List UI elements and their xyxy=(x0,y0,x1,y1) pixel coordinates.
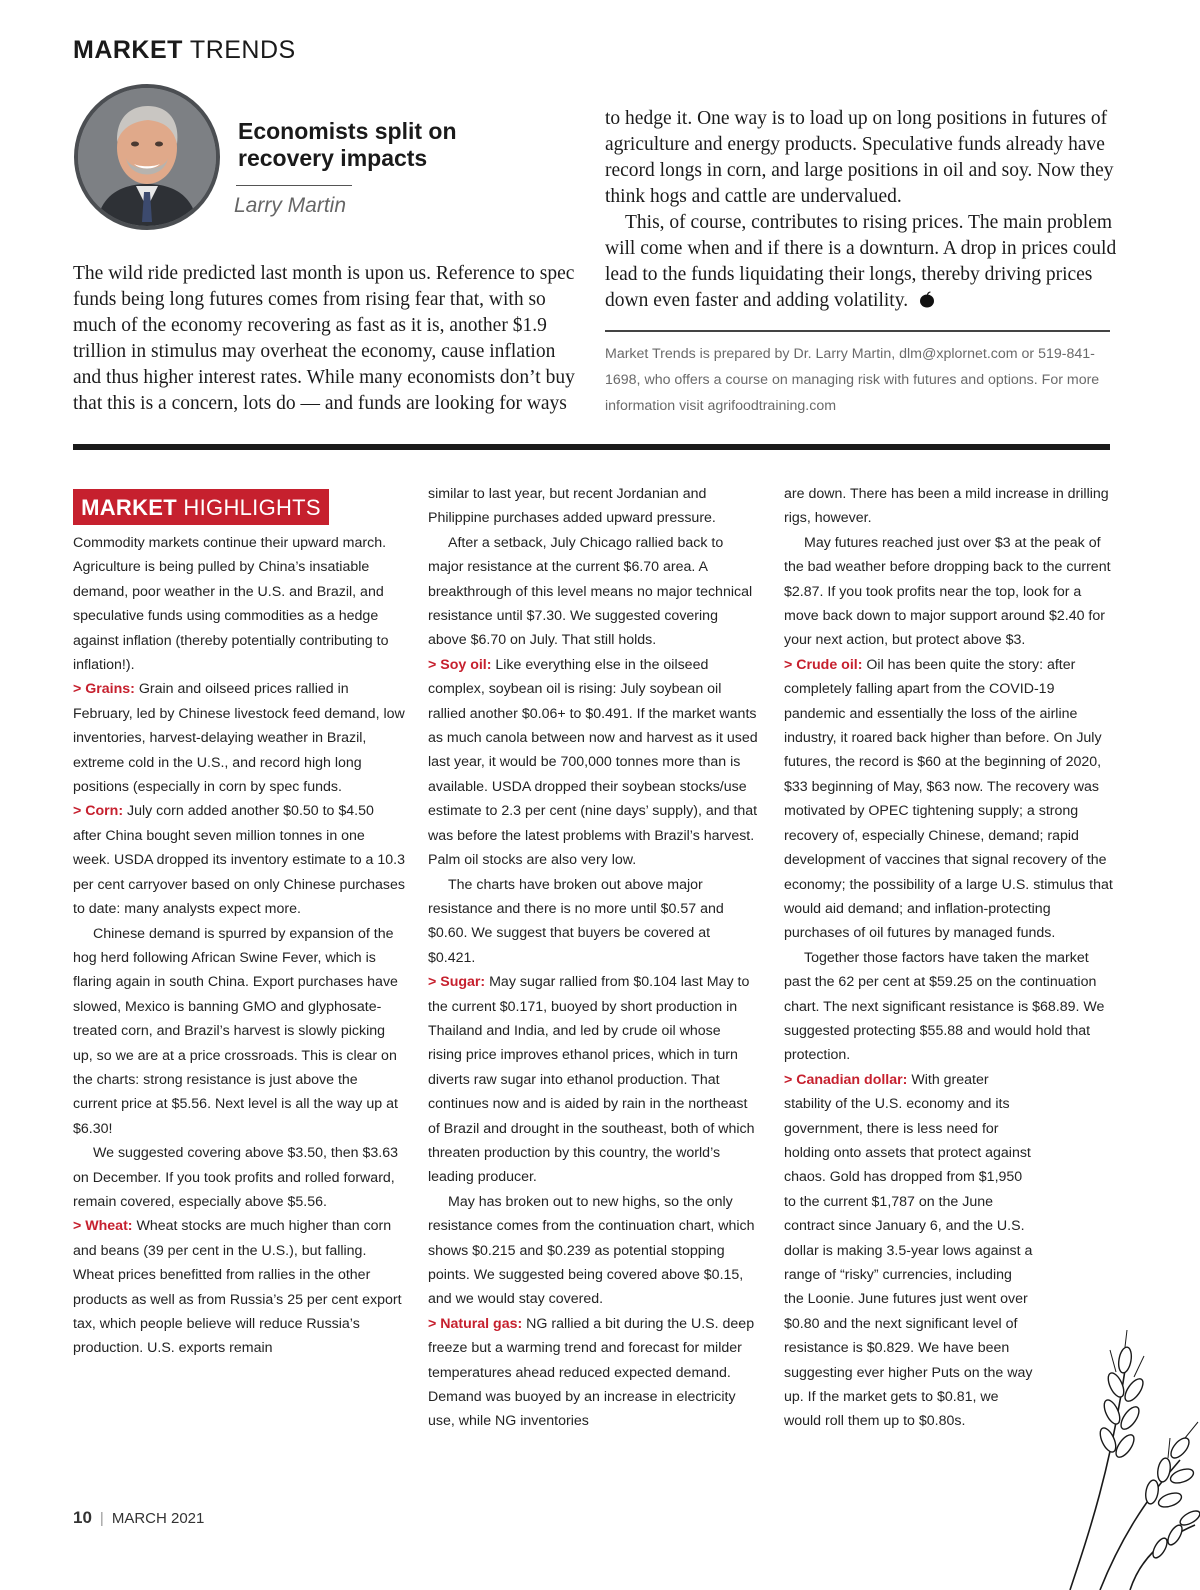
soy-oil-text: Like everything else in the oilseed complex, soybean oil is rising: July soybean oil rallied another $0.06+ to $0.491. If the market wants as much canola between now and harvest as it used last year, it would be 700,000 tonnes more than is available. USDA dropped their soybean stocks/use estimate to 2.3 per cent (nine days’ supply), and that was before the latest problems with Brazil’s harvest. Palm oil stocks are also very low. xyxy=(428,656,758,869)
article-lead-right xyxy=(605,106,1117,314)
natural-gas-continued-paragraph: are down. There has been a mild increase in drilling rigs, however. xyxy=(784,486,1109,527)
grains-paragraph xyxy=(73,677,405,799)
lead-paragraph: The wild ride predicted last month is upon us. Reference to spec funds being long futures comes from rising fear that, with so much of the economy recovering as fast as it is, another $1.9 trillion in stimulus may overheat the economy, cause inflation and thus higher interest rates. While many economists don’t buy that this is a concern, lots do — and funds are looking for ways xyxy=(73,263,575,414)
closing-paragraph xyxy=(605,210,1117,314)
section-title-bold: MARKET xyxy=(73,36,183,64)
corn-paragraph xyxy=(73,799,405,921)
sugar-paragraph xyxy=(428,970,758,1190)
author-info: Market Trends is prepared by Dr. Larry Martin, dlm@xplornet.com or 519-841-1698, who offers a course on managing risk with futures and options. For more information visit agrifoodtraining.com xyxy=(605,346,1100,414)
soy-oil-paragraph xyxy=(428,653,758,873)
corn-demand-paragraph: Chinese demand is spurred by expansion of the hog herd following African Swine Fever, which is flaring again in south China. Export purchases have slowed, Mexico is banning GMO and glyphosate-treated corn, and Brazil’s harvest is slowly picking up, so we are at a price crossroads. This is clear on the charts: strong resistance is just above the current price at $5.56. Next level is all the way up at $6.30! xyxy=(73,925,398,1137)
highlights-title-bold: MARKET xyxy=(81,495,178,520)
highlights-column-2 xyxy=(428,482,758,1434)
author-byline: Larry Martin xyxy=(234,194,347,217)
natural-gas-label: > Natural gas: xyxy=(428,1315,523,1332)
grains-text: Grain and oilseed prices rallied in February, led by Chinese livestock feed demand, low inventories, harvest-delaying weather in Brazil, extreme cold in the U.S., and record high long positions (especially in corn by spec funds. xyxy=(73,681,405,796)
crude-oil-text: Oil has been quite the story: after completely falling apart from the COVID-19 pandemic and essentially the loss of the airline industry, it roared back higher than before. On July futures, the record is $60 at the beginning of 2020, $33 beginning of May, $63 now. The recovery was motivated by OPEC tightening supply; a strong recovery of, especially Chinese, demand; rapid development of vaccines that signal recovery of the economy; the possibility of a large U.S. stimulus that would aid demand; and inflation-protecting purchases of oil futures by managed funds. xyxy=(784,656,1113,942)
crude-oil-label: > Crude oil: xyxy=(784,656,863,673)
highlights-column-3 xyxy=(784,482,1114,1434)
natural-gas-paragraph xyxy=(428,1312,758,1434)
natural-gas-advice-paragraph: May futures reached just over $3 at the peak of the bad weather before dropping back to the current $2.87. If you took profits near the top, look for a move back down to major support around $2.40 for your next action, but protect above $3. xyxy=(784,534,1111,649)
corn-text: July corn added another $0.50 to $4.50 after China bought seven million tonnes in one week. USDA dropped its inventory estimate to a 10.3 per cent carryover based on only Chinese purchases to date: many analysts expect more. xyxy=(73,803,406,918)
soy-oil-label: > Soy oil: xyxy=(428,656,492,673)
highlights-column-1 xyxy=(73,531,405,1361)
article-headline: Economists split on recovery impacts xyxy=(238,118,457,171)
sugar-advice-paragraph: May has broken out to new highs, so the only resistance comes from the continuation chart, which shows $0.215 and $0.239 as potential stopping points. We suggested being covered above $0.15, and we would stay covered. xyxy=(428,1193,755,1308)
info-divider xyxy=(605,330,1110,332)
sugar-label: > Sugar: xyxy=(428,974,486,991)
crude-oil-advice-paragraph: Together those factors have taken the market past the 62 per cent at $59.25 on the continuation chart. The next significant resistance is $68.89. We suggested protecting $55.88 and would hold that protection. xyxy=(784,949,1105,1064)
article-lead-left xyxy=(73,261,581,417)
canadian-dollar-text: With greater stability of the U.S. economy and its government, there is less need for holding onto assets that protect against chaos. Gold has dropped from $1,950 to the current $1,787 on the June contract since January 6, and the U.S. dollar is making 3.5-year lows against a range of “risky” currencies, including the Loonie. June futures just went over $0.80 and the next significant level of resistance is $0.829. We have been suggesting ever higher Puts on the way up. If the market gets to $0.81, we would roll them up to $0.80s. xyxy=(784,1071,1033,1430)
wheat-continued-paragraph: similar to last year, but recent Jordanian and Philippine purchases added upward pressure. xyxy=(428,486,716,527)
author-portrait xyxy=(74,84,220,230)
page-footer xyxy=(73,1508,204,1528)
end-mark-icon xyxy=(919,291,935,308)
page-number: 10 xyxy=(73,1508,92,1527)
corn-advice-paragraph: We suggested covering above $3.50, then $3.63 on December. If you took profits and rolled forward, remain covered, especially above $5.56. xyxy=(73,1145,398,1210)
canadian-dollar-label: > Canadian dollar: xyxy=(784,1071,908,1088)
footer-separator: | xyxy=(99,1510,104,1527)
intro-paragraph: Commodity markets continue their upward march. Agriculture is being pulled by China’s insatiable demand, poor weather in the U.S. and Brazil, and speculative funds using commodities as a hedge against inflation (thereby potentially contributing to inflation!). xyxy=(73,535,389,674)
grains-label: > Grains: xyxy=(73,681,135,698)
crude-oil-paragraph xyxy=(784,653,1114,946)
byline-divider xyxy=(236,185,352,186)
wheat-advice-paragraph: After a setback, July Chicago rallied back to major resistance at the current $6.70 area. A breakthrough of this level means no major technical resistance until $7.30. We suggested covering above $6.70 on July. That still holds. xyxy=(428,534,753,649)
wheat-text: Wheat stocks are much higher than corn and beans (39 per cent in the U.S.), but falling. Wheat prices benefitted from rallies in the other products as well as from Russia’s 25 per cent export tax, which people believe will reduce Russia’s production. U.S. exports remain xyxy=(73,1218,402,1357)
highlights-title-rest: HIGHLIGHTS xyxy=(177,495,321,520)
natural-gas-text: NG rallied a bit during the U.S. deep freeze but a warming trend and forecast for milder temperatures ahead reduced expected demand. Demand was buoyed by an increase in electricity use, while NG inventories xyxy=(428,1315,755,1430)
closing-text: This, of course, contributes to rising prices. The main problem will come when and if there is a downturn. A drop in prices could lead to the funds liquidating their longs, thereby driving prices down even faster and adding volatility. xyxy=(605,212,1117,311)
author-photo-icon xyxy=(78,88,216,226)
wheat-illustration-icon xyxy=(1030,1330,1200,1590)
section-divider xyxy=(73,444,1110,450)
lead-paragraph-continued: to hedge it. One way is to load up on long positions in futures of agriculture and energy products. Speculative funds already have record longs in corn, and large positions in oil and soy. Now they think hogs and cattle are undervalued. xyxy=(605,108,1114,207)
issue-date: MARCH 2021 xyxy=(111,1510,205,1527)
section-title-rest: TRENDS xyxy=(182,36,296,64)
section-title xyxy=(73,36,296,65)
wheat-paragraph xyxy=(73,1214,405,1360)
sugar-text: May sugar rallied from $0.104 last May to the current $0.171, buoyed by short production in Thailand and India, and led by crude oil whose rising price improves ethanol prices, which in turn diverts raw sugar into ethanol production. That continues now and is aided by rain in the northeast of Brazil and drought in the southeast, both of which threaten production by this country, the world’s leading producer. xyxy=(428,974,755,1186)
highlights-title xyxy=(73,489,329,525)
wheat-label: > Wheat: xyxy=(73,1218,133,1235)
corn-label: > Corn: xyxy=(73,803,124,820)
soy-oil-advice-paragraph: The charts have broken out above major resistance and there is no more until $0.57 and $0.60. We suggest that buyers be covered at $0.421. xyxy=(428,876,724,966)
